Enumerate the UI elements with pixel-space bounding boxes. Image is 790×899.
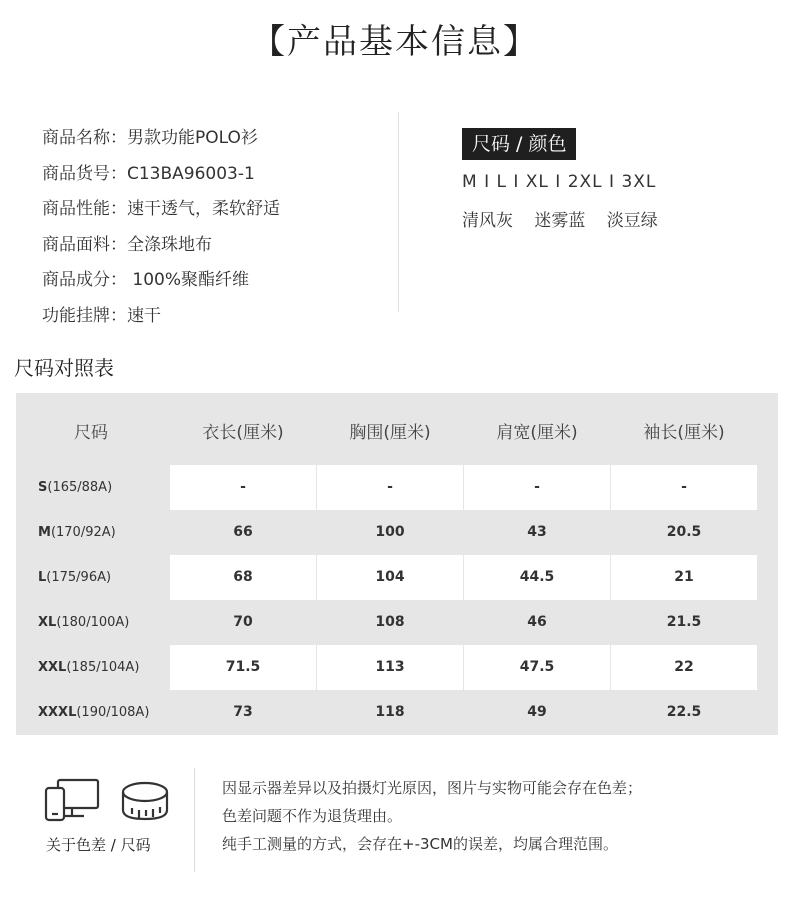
- size-spec: (165/88A): [47, 480, 113, 495]
- table-row: [16, 645, 778, 690]
- table-cell: 21: [611, 555, 757, 600]
- divider: [398, 112, 399, 312]
- size-spec: (185/104A): [66, 660, 140, 675]
- info-label: 商品名称：: [42, 128, 127, 148]
- info-label: 商品成分：: [42, 270, 127, 291]
- table-cell: 21.5: [611, 600, 757, 645]
- table-cell: 68: [170, 555, 316, 600]
- table-cell: 104: [317, 555, 463, 600]
- tape-measure-icon: [123, 783, 167, 819]
- row-size-label: [38, 600, 129, 645]
- page-title: 【产品基本信息】: [251, 22, 539, 62]
- header-size: 尺码: [74, 423, 108, 443]
- info-row-composition: [42, 266, 280, 302]
- size-code: XL: [38, 615, 57, 630]
- size-code: XXL: [38, 660, 67, 675]
- info-label: 商品面料：: [42, 234, 127, 255]
- table-cell: -: [464, 465, 610, 510]
- table-cell: 66: [170, 510, 316, 555]
- table-row: [16, 465, 778, 510]
- info-value: 100%聚酯纤维: [127, 270, 250, 291]
- size-options: M I L I XL I 2XL I 3XL: [462, 172, 657, 192]
- row-size-label: [38, 645, 139, 690]
- size-color-tag: 尺码 / 颜色: [462, 128, 576, 160]
- color-option: 淡豆绿: [606, 211, 658, 231]
- table-row: [16, 690, 778, 735]
- table-cell: 70: [170, 600, 316, 645]
- note-line: 因显示器差异以及拍摄灯光原因，图片与实物可能会存在色差；: [222, 779, 643, 797]
- size-spec: (175/96A): [46, 570, 112, 585]
- divider: [194, 768, 195, 872]
- table-row: [16, 600, 778, 645]
- size-chart-title: 尺码对照表: [14, 356, 114, 380]
- header-chest: 胸围(厘米): [349, 423, 431, 443]
- table-cell: 113: [317, 645, 463, 690]
- table-cell: 44.5: [464, 555, 610, 600]
- table-cell: 46: [464, 600, 610, 645]
- table-cell: 43: [464, 510, 610, 555]
- table-cell: -: [170, 465, 316, 510]
- table-row: [16, 510, 778, 555]
- table-cell: 47.5: [464, 645, 610, 690]
- header-shoulder: 肩宽(厘米): [496, 423, 578, 443]
- info-row-tag: [42, 302, 280, 338]
- product-info: [42, 124, 280, 338]
- info-value: 速干透气，柔软舒适: [127, 199, 280, 220]
- table-cell: 71.5: [170, 645, 316, 690]
- info-value: 全涤珠地布: [127, 234, 212, 255]
- info-label: 商品货号：: [42, 163, 127, 184]
- info-row-performance: [42, 195, 280, 231]
- row-size-label: [38, 690, 149, 735]
- row-size-label: [38, 555, 111, 600]
- info-value: 男款功能POLO衫: [127, 128, 258, 148]
- table-cell: 73: [170, 690, 316, 735]
- table-cell: 118: [317, 690, 463, 735]
- header-length: 衣长(厘米): [202, 423, 284, 443]
- note-line: 纯手工测量的方式，会存在+-3CM的误差，均属合理范围。: [222, 835, 618, 853]
- bottom-icons: [42, 772, 182, 832]
- size-code: M: [38, 525, 51, 540]
- table-cell: 108: [317, 600, 463, 645]
- icons-caption: 关于色差 / 尺码: [46, 836, 151, 854]
- footer-notes: [222, 776, 642, 860]
- header-sleeve: 袖长(厘米): [643, 423, 725, 443]
- info-row-name: [42, 124, 280, 160]
- color-option: 迷雾蓝: [534, 211, 586, 231]
- info-row-fabric: [42, 231, 280, 267]
- devices-icon: [42, 772, 182, 828]
- size-spec: (190/108A): [76, 705, 150, 720]
- note-line: 色差问题不作为退货理由。: [222, 807, 403, 825]
- row-size-label: [38, 510, 116, 555]
- color-options: [462, 206, 674, 231]
- table-header: [16, 393, 778, 465]
- size-spec: (180/100A): [56, 615, 130, 630]
- info-value: C13BA96003-1: [127, 163, 255, 184]
- size-code: XXXL: [38, 705, 77, 720]
- table-row: [16, 555, 778, 600]
- color-option: 清风灰: [462, 211, 513, 231]
- row-size-label: [38, 465, 112, 510]
- table-cell: 49: [464, 690, 610, 735]
- size-code: L: [38, 570, 47, 585]
- size-color-panel: [462, 128, 674, 231]
- size-code: S: [38, 480, 48, 495]
- table-cell: 100: [317, 510, 463, 555]
- table-cell: -: [317, 465, 463, 510]
- table-cell: 22: [611, 645, 757, 690]
- table-cell: -: [611, 465, 757, 510]
- size-spec: (170/92A): [50, 525, 116, 540]
- table-cell: 22.5: [611, 690, 757, 735]
- info-label: 商品性能：: [42, 199, 127, 220]
- info-row-code: [42, 160, 280, 196]
- table-cell: 20.5: [611, 510, 757, 555]
- size-chart-table: [16, 393, 778, 735]
- info-label: 功能挂牌：: [42, 305, 127, 326]
- info-value: 速干: [127, 305, 161, 326]
